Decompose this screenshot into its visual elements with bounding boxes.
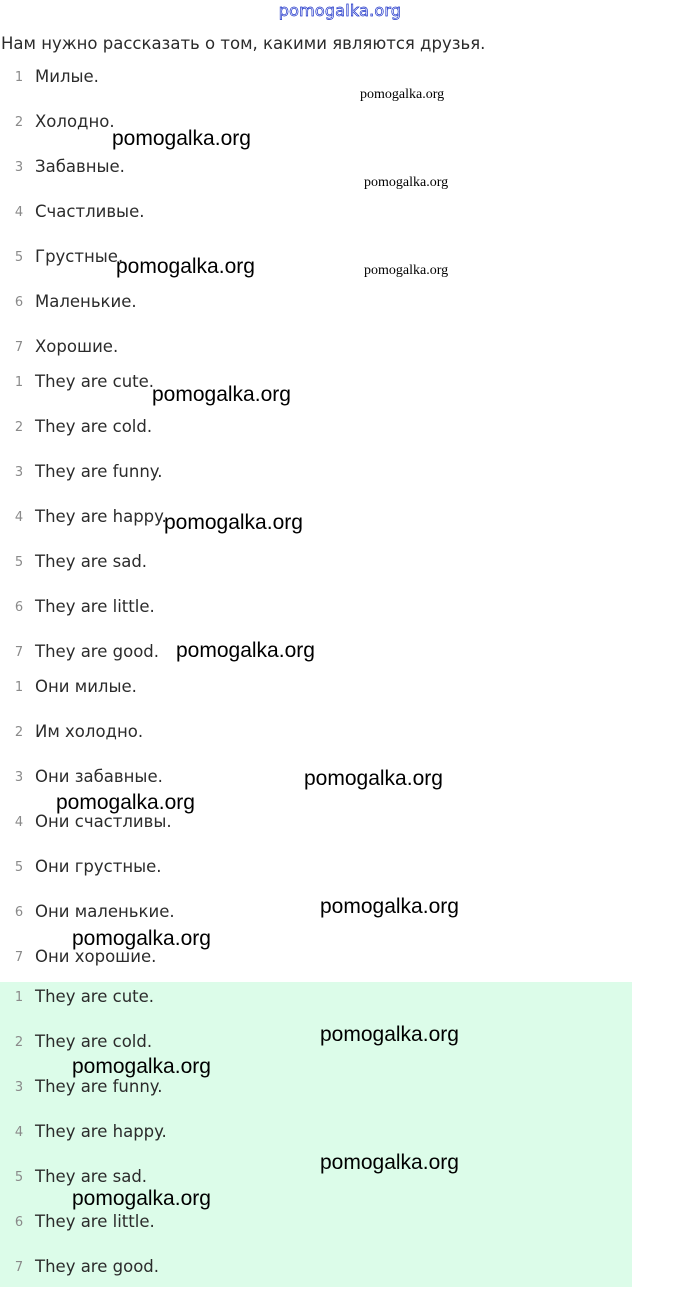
item-text: Они забавные. — [35, 767, 163, 786]
watermark-text: pomogalka.org — [320, 1151, 459, 1174]
watermark-text: pomogalka.org — [320, 1023, 459, 1046]
item-number: 1 — [14, 375, 24, 390]
watermark-text: pomogalka.org — [304, 767, 443, 790]
watermark-text: pomogalka.org — [320, 895, 459, 918]
item-number: 5 — [14, 1170, 24, 1185]
item-number: 3 — [14, 1080, 24, 1095]
item-number: 6 — [14, 905, 24, 920]
numbered-list-answer-highlight — [0, 982, 632, 1287]
item-text: They are funny. — [35, 462, 163, 481]
watermark-text: pomogalka.org — [72, 927, 211, 950]
list-item — [0, 1207, 632, 1252]
item-text: Забавные. — [35, 157, 125, 176]
item-text: Они счастливы. — [35, 812, 172, 831]
item-number: 3 — [14, 160, 24, 175]
item-number: 4 — [14, 815, 24, 830]
list-item — [0, 287, 632, 332]
list-item — [0, 982, 632, 1027]
item-number: 5 — [14, 860, 24, 875]
item-number: 1 — [14, 680, 24, 695]
watermark-text: pomogalka.org — [360, 87, 445, 102]
numbered-list-translation-en — [0, 367, 632, 682]
item-number: 5 — [14, 250, 24, 265]
item-text: Они милые. — [35, 677, 137, 696]
item-number: 5 — [14, 555, 24, 570]
item-number: 2 — [14, 115, 24, 130]
item-number: 6 — [14, 1215, 24, 1230]
item-text: They are happy. — [35, 1122, 167, 1141]
list-item — [0, 672, 632, 717]
item-text: They are sad. — [35, 1167, 148, 1186]
item-text: They are good. — [35, 642, 160, 661]
item-text: Маленькие. — [35, 292, 137, 311]
item-text: Они грустные. — [35, 857, 162, 876]
list-item — [0, 1252, 632, 1297]
numbered-list-adjectives-ru — [0, 62, 632, 377]
item-number: 3 — [14, 770, 24, 785]
item-text: They are cute. — [35, 987, 155, 1006]
watermark-text: pomogalka.org — [116, 255, 255, 278]
watermark-text: pomogalka.org — [364, 175, 449, 190]
list-item — [0, 367, 632, 412]
item-text: They are cute. — [35, 372, 155, 391]
item-text: They are cold. — [35, 417, 153, 436]
item-number: 1 — [14, 990, 24, 1005]
item-text: They are little. — [35, 597, 155, 616]
list-item — [0, 852, 632, 897]
watermark-text: pomogalka.org — [72, 1187, 211, 1210]
item-text: Счастливые. — [35, 202, 145, 221]
item-text: They are little. — [35, 1212, 155, 1231]
list-item — [0, 592, 632, 637]
list-item — [0, 547, 632, 592]
site-watermark: pomogalka.org — [278, 1, 402, 20]
list-item — [0, 502, 632, 547]
item-number: 4 — [14, 1125, 24, 1140]
watermark-text: pomogalka.org — [164, 511, 303, 534]
item-text: Грустные. — [35, 247, 124, 266]
item-number: 2 — [14, 1035, 24, 1050]
list-item — [0, 717, 632, 762]
list-item — [0, 412, 632, 457]
item-number: 2 — [14, 420, 24, 435]
watermark-text: pomogalka.org — [112, 127, 251, 150]
watermark-text: pomogalka.org — [72, 1055, 211, 1078]
list-item — [0, 242, 632, 287]
list-item — [0, 1117, 632, 1162]
item-text: They are sad. — [35, 552, 148, 571]
item-number: 4 — [14, 205, 24, 220]
item-number: 2 — [14, 725, 24, 740]
item-text: Милые. — [35, 67, 99, 86]
item-number: 7 — [14, 340, 24, 355]
watermark-text: pomogalka.org — [176, 639, 315, 662]
item-number: 6 — [14, 295, 24, 310]
task-intro: Нам нужно рассказать о том, какими являются друзья. — [1, 34, 486, 53]
watermark-text: pomogalka.org — [56, 791, 195, 814]
item-text: They are happy. — [35, 507, 167, 526]
item-text: They are funny. — [35, 1077, 163, 1096]
watermark-text: pomogalka.org — [364, 263, 449, 278]
item-text: Им холодно. — [35, 722, 144, 741]
list-item — [0, 152, 632, 197]
item-number: 4 — [14, 510, 24, 525]
item-text: Они хорошие. — [35, 947, 157, 966]
list-item — [0, 62, 632, 107]
item-number: 1 — [14, 70, 24, 85]
item-text: They are good. — [35, 1257, 160, 1276]
item-number: 7 — [14, 950, 24, 965]
item-text: Холодно. — [35, 112, 115, 131]
watermark-text: pomogalka.org — [152, 383, 291, 406]
item-text: Они маленькие. — [35, 902, 175, 921]
item-number: 6 — [14, 600, 24, 615]
list-item — [0, 1072, 632, 1117]
list-item — [0, 457, 632, 502]
item-number: 3 — [14, 465, 24, 480]
item-text: They are cold. — [35, 1032, 153, 1051]
item-text: Хорошие. — [35, 337, 119, 356]
list-item — [0, 107, 632, 152]
item-number: 7 — [14, 645, 24, 660]
item-number: 7 — [14, 1260, 24, 1275]
list-item — [0, 197, 632, 242]
